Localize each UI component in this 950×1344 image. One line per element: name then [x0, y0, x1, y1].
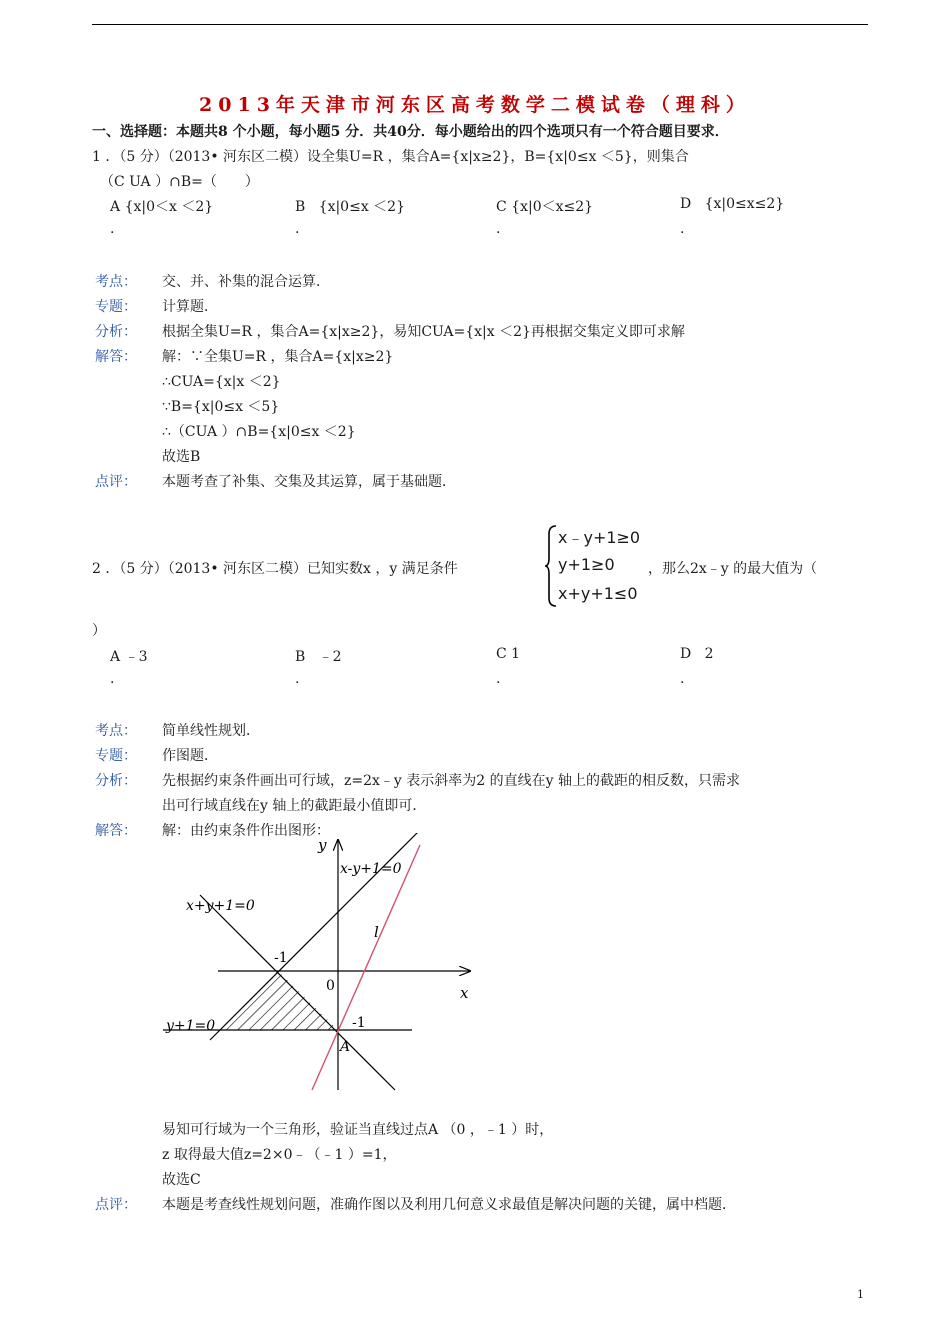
label-l: l [374, 923, 379, 941]
label-x-axis: x [460, 984, 469, 1002]
q2-option-a: A ﹣3 [110, 649, 148, 665]
q1-fenxi: 根据全集U=R ，集合A={x|x≥2}，易知CUA={x|x ＜2}再根据交集定义即可求解 [162, 324, 685, 340]
q1-option-d-dot: . [680, 221, 685, 237]
q1-option-a-dot: . [110, 221, 115, 237]
q2-constraint: x+y+1≤0 [558, 584, 638, 603]
section-heading: 一、选择题：本题共8 个小题，每小题5 分．共40分．每小题给出的四个选项只有一个符合题目要求． [92, 124, 729, 140]
q1-jieda-line: ∴CUA={x|x ＜2} [162, 374, 281, 390]
q2-dianping-label: 点评： [95, 1197, 137, 1213]
q1-option-b-dot: . [295, 221, 300, 237]
q1-jieda-line: 解：∵全集U=R ，集合A={x|x≥2} [162, 349, 394, 365]
q1-zhuanti: 计算题． [162, 299, 218, 315]
q1-kaodian: 交、并、补集的混合运算． [162, 274, 330, 290]
q2-after-line: z 取得最大值z=2×0﹣（﹣1 ）=1， [162, 1147, 397, 1163]
label-line1: x-y+1=0 [340, 861, 402, 877]
q2-option-a-dot: . [110, 671, 115, 687]
q2-fenxi-label: 分析： [95, 773, 137, 789]
q2-option-c: C 1 [496, 646, 521, 662]
feasible-region [218, 971, 338, 1030]
label-line3: y+1=0 [166, 1018, 216, 1034]
q1-jieda-line: 故选B [162, 449, 201, 465]
q2-option-d-dot: . [680, 671, 685, 687]
q1-dianping-label: 点评： [95, 474, 137, 490]
q2-kaodian: 简单线性规划． [162, 723, 260, 739]
q2-fenxi-line2: 出可行域直线在y 轴上的截距最小值即可． [162, 798, 427, 814]
page-title: 2013年天津市河东区高考数学二模试卷（理科） [199, 94, 751, 116]
q2-constraint: x﹣y+1≥0 [558, 528, 641, 547]
q2-figure [155, 833, 485, 1099]
line-l [312, 845, 420, 1090]
q2-brace [544, 524, 558, 608]
q1-jieda-line: ∵B={x|0≤x ＜5} [162, 399, 280, 415]
q2-option-b-dot: . [295, 671, 300, 687]
q2-stem-close: ） [92, 623, 106, 639]
q2-kaodian-label: 考点： [95, 723, 137, 739]
q2-option-d: D 2 [680, 646, 714, 662]
q2-dianping: 本题是考查线性规划问题，准确作图以及利用几何意义求最值是解决问题的关键，属中档题． [162, 1197, 736, 1213]
q2-jieda-intro: 解：由约束条件作出图形： [162, 823, 330, 839]
q1-stem-line2: （C UA ）∩B=（ ） [100, 174, 259, 190]
q1-stem-line1: 1 ．（5 分）（2013• 河东区二模）设全集U=R ，集合A={x|x≥2}，B={x|0≤x ＜5}，则集合 [92, 149, 689, 165]
q2-zhuanti-label: 专题： [95, 748, 137, 764]
q2-fenxi-line1: 先根据约束条件画出可行域，z=2x﹣y 表示斜率为2 的直线在y 轴上的截距的相反数，只需求 [162, 773, 740, 789]
q2-after-line: 易知可行域为一个三角形，验证当直线过点A （0 ，﹣1 ）时， [162, 1122, 554, 1138]
page-number: 1 [857, 1288, 864, 1301]
q2-after-line: 故选C [162, 1172, 201, 1188]
label-origin: 0 [326, 978, 335, 994]
q1-option-a: A {x|0＜x ＜2} [110, 199, 214, 215]
q1-zhuanti-label: 专题： [95, 299, 137, 315]
label-line2: x+y+1=0 [186, 898, 255, 914]
q1-jieda-label: 解答： [95, 349, 137, 365]
q1-option-b: B {x|0≤x ＜2} [295, 199, 405, 215]
q2-option-c-dot: . [496, 671, 501, 687]
q1-fenxi-label: 分析： [95, 324, 137, 340]
q1-option-c: C {x|0＜x≤2} [496, 199, 594, 215]
q2-constraint: y+1≥0 [558, 555, 615, 574]
q2-option-b: B ﹣2 [295, 649, 342, 665]
line-x-plus-y-plus-1 [200, 895, 395, 1090]
q1-kaodian-label: 考点： [95, 274, 137, 290]
top-rule [92, 24, 868, 25]
label-neg1-y: -1 [352, 1015, 366, 1031]
q1-dianping: 本题考查了补集、交集及其运算，属于基础题． [162, 474, 456, 490]
q2-zhuanti: 作图题． [162, 748, 218, 764]
label-neg1-x: -1 [274, 950, 288, 966]
q1-option-d: D {x|0≤x≤2} [680, 196, 785, 212]
label-y-axis: y [318, 836, 327, 854]
q2-jieda-label: 解答： [95, 823, 137, 839]
q2-stem-after: ，那么2x﹣y 的最大值为（ [648, 561, 818, 577]
q1-jieda-line: ∴（CUA ）∩B={x|0≤x ＜2} [162, 424, 356, 440]
q2-stem-before: 2 ．（5 分）（2013• 河东区二模）已知实数x ，y 满足条件 [92, 561, 458, 577]
q1-option-c-dot: . [496, 221, 501, 237]
label-point-a: A [340, 1039, 351, 1055]
